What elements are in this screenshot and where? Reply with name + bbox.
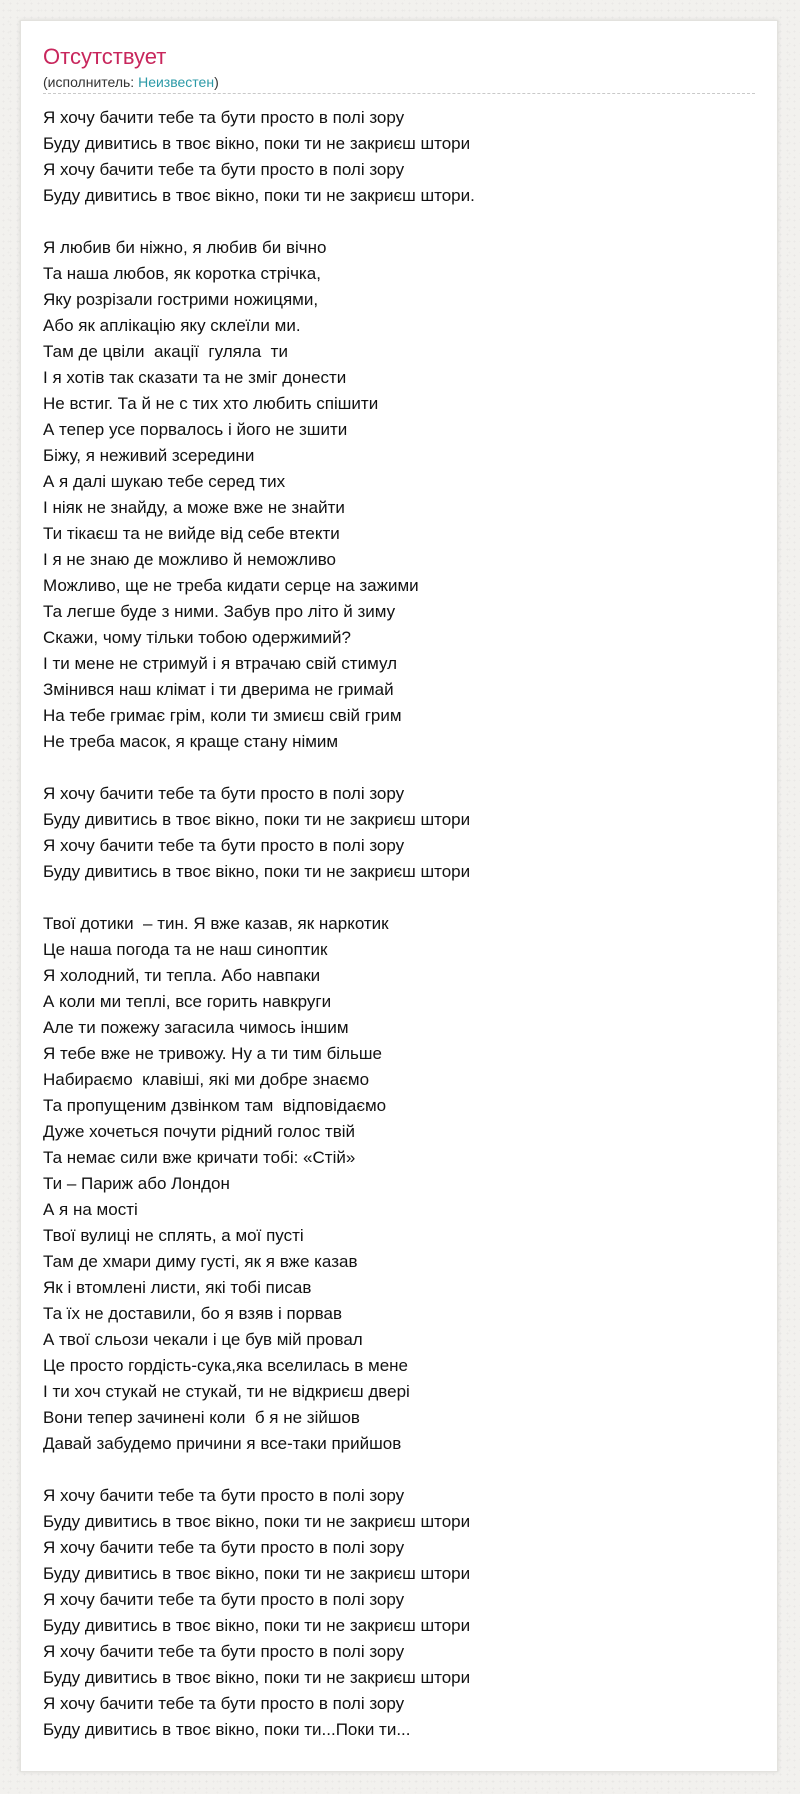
lyrics-line: Там де цвіли акації гуляла ти (43, 342, 288, 361)
artist-link[interactable]: Неизвестен (138, 74, 215, 90)
lyrics-line: Вони тепер зачинені коли б я не зійшов (43, 1408, 360, 1427)
artist-prefix: (исполнитель: (43, 74, 139, 90)
lyrics-card (20, 20, 778, 1772)
lyrics-stanza (43, 105, 743, 209)
lyrics-line: Та легше буде з ними. Забув про літо й зиму (43, 602, 396, 621)
song-title: Отсутствует (43, 44, 167, 69)
lyrics-line: Буду дивитись в твоє вікно, поки ти не закриєш штори (43, 1564, 471, 1583)
lyrics-line: Я хочу бачити тебе та бути просто в полі зору (43, 160, 405, 179)
lyrics-line: І ти мене не стримуй і я втрачаю свій стимул (43, 654, 397, 673)
lyrics-line: Біжу, я неживий зсередини (43, 446, 255, 465)
lyrics-line: Буду дивитись в твоє вікно, поки ти не закриєш штори (43, 1512, 471, 1531)
lyrics-line: Це просто гордість-сука,яка вселилась в мене (43, 1356, 409, 1375)
lyrics-line: Я хочу бачити тебе та бути просто в полі зору (43, 1694, 405, 1713)
lyrics-line: Там де хмари диму густі, як я вже казав (43, 1252, 358, 1271)
lyrics-line: Буду дивитись в твоє вікно, поки ти не закриєш штори (43, 862, 471, 881)
lyrics-line: А тепер усе порвалось і його не зшити (43, 420, 348, 439)
lyrics-line: Я хочу бачити тебе та бути просто в полі зору (43, 1538, 405, 1557)
lyrics-line: Не встиг. Та й не с тих хто любить спішити (43, 394, 379, 413)
lyrics-line: Буду дивитись в твоє вікно, поки ти не закриєш штори (43, 134, 471, 153)
lyrics-text (43, 105, 743, 1769)
lyrics-line: Буду дивитись в твоє вікно, поки ти не закриєш штори (43, 1616, 471, 1635)
lyrics-line: Буду дивитись в твоє вікно, поки ти не закриєш штори. (43, 186, 475, 205)
lyrics-line: Та пропущеним дзвінком там відповідаємо (43, 1096, 387, 1115)
artist-line (43, 73, 219, 91)
lyrics-line: Твої дотики – тин. Я вже казав, як наркотик (43, 914, 389, 933)
lyrics-line: І ти хоч стукай не стукай, ти не відкриєш двері (43, 1382, 410, 1401)
lyrics-line: Набираємо клавіші, які ми добре знаємо (43, 1070, 370, 1089)
lyrics-line: А твої сльози чекали і це був мій провал (43, 1330, 363, 1349)
lyrics-line: Можливо, ще не треба кидати серце на зажими (43, 576, 419, 595)
lyrics-line: Я хочу бачити тебе та бути просто в полі зору (43, 1642, 405, 1661)
lyrics-line: Я хочу бачити тебе та бути просто в полі зору (43, 1590, 405, 1609)
lyrics-line: Ти тікаєш та не вийде від себе втекти (43, 524, 340, 543)
lyrics-line: Буду дивитись в твоє вікно, поки ти...Поки ти... (43, 1720, 411, 1739)
lyrics-line: На тебе гримає грім, коли ти змиєш свій грим (43, 706, 402, 725)
lyrics-line: Яку розрізали гострими ножицями, (43, 290, 319, 309)
lyrics-stanza (43, 235, 743, 755)
lyrics-line: Я хочу бачити тебе та бути просто в полі зору (43, 108, 405, 127)
lyrics-line: А я на мості (43, 1200, 138, 1219)
lyrics-line: Або як аплікацію яку склеїли ми. (43, 316, 301, 335)
lyrics-line: Скажи, чому тільки тобою одержимий? (43, 628, 351, 647)
lyrics-line: Я хочу бачити тебе та бути просто в полі зору (43, 784, 405, 803)
lyrics-line: Змінився наш клімат і ти дверима не гримай (43, 680, 394, 699)
lyrics-line: Я тебе вже не тривожу. Ну а ти тим більше (43, 1044, 382, 1063)
lyrics-stanza (43, 781, 743, 885)
lyrics-line: Я хочу бачити тебе та бути просто в полі зору (43, 836, 405, 855)
lyrics-line: Я хочу бачити тебе та бути просто в полі зору (43, 1486, 405, 1505)
lyrics-line: Я холодний, ти тепла. Або навпаки (43, 966, 321, 985)
lyrics-line: Але ти пожежу загасила чимось іншим (43, 1018, 349, 1037)
lyrics-line: І ніяк не знайду, а може вже не знайти (43, 498, 345, 517)
lyrics-line: А коли ми теплі, все горить навкруги (43, 992, 332, 1011)
lyrics-line: А я далі шукаю тебе серед тих (43, 472, 286, 491)
lyrics-line: Та їх не доставили, бо я взяв і порвав (43, 1304, 343, 1323)
lyrics-line: Та наша любов, як коротка стрічка, (43, 264, 321, 283)
lyrics-line: Це наша погода та не наш синоптик (43, 940, 328, 959)
lyrics-line: Дуже хочеться почути рідний голос твій (43, 1122, 356, 1141)
lyrics-line: Я любив би ніжно, я любив би вічно (43, 238, 327, 257)
lyrics-line: Не треба масок, я краще стану німим (43, 732, 339, 751)
lyrics-line: Твої вулиці не сплять, а мої пусті (43, 1226, 304, 1245)
lyrics-line: І я не знаю де можливо й неможливо (43, 550, 337, 569)
lyrics-line: Буду дивитись в твоє вікно, поки ти не закриєш штори (43, 1668, 471, 1687)
lyrics-line: Та немає сили вже кричати тобі: «Стій» (43, 1148, 356, 1167)
lyrics-stanza (43, 1483, 743, 1743)
artist-suffix: ) (214, 74, 219, 90)
lyrics-line: Буду дивитись в твоє вікно, поки ти не закриєш штори (43, 810, 471, 829)
lyrics-line: Як і втомлені листи, які тобі писав (43, 1278, 312, 1297)
lyrics-stanza (43, 911, 743, 1457)
lyrics-line: Ти – Париж або Лондон (43, 1174, 230, 1193)
lyrics-line: І я хотів так сказати та не зміг донести (43, 368, 347, 387)
lyrics-line: Давай забудемо причини я все-таки прийшов (43, 1434, 402, 1453)
header-divider (43, 93, 755, 94)
